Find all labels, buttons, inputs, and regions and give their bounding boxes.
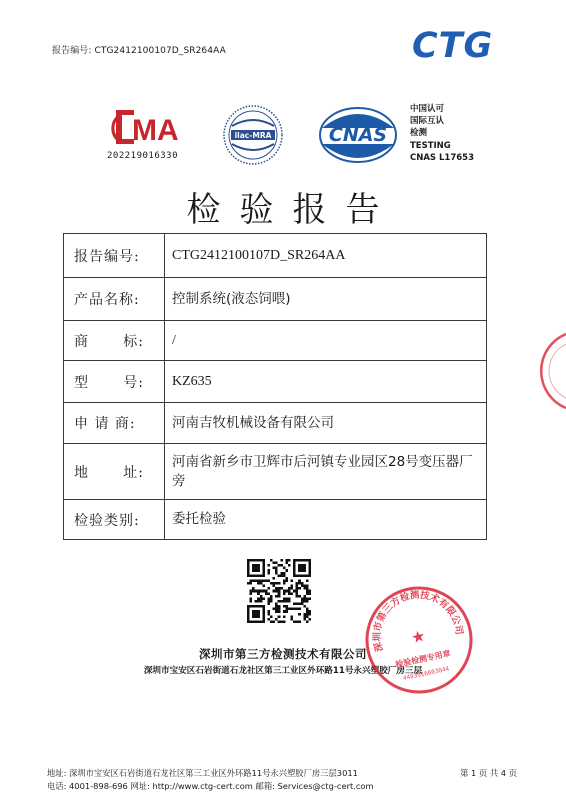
field-label: 型 号:: [64, 361, 165, 403]
cnas-accreditation-text: 中国认可 国际互认 检测 TESTING CNAS L17653: [410, 104, 474, 163]
table-row: [64, 234, 487, 278]
company-name: 深圳市第三方检测技术有限公司: [199, 647, 367, 661]
field-value: /: [165, 321, 487, 361]
field-label: 商 标:: [64, 321, 165, 361]
field-value: 河南吉牧机械设备有限公司: [165, 403, 487, 444]
cnas-logo: [318, 106, 398, 164]
footer-contact: 电话: 4001-898-696 网址: http://www.ctg-cert.com 邮箱: Services@ctg-cert.com: [47, 781, 374, 791]
field-label: 申 请 商:: [64, 403, 165, 444]
field-value: CTG2412100107D_SR264AA: [165, 234, 487, 278]
company-address: 深圳市宝安区石岩街道石龙社区第三工业区外环路11号永兴塑胶厂房三层: [143, 666, 423, 676]
table-row: [64, 500, 487, 540]
table-row: [64, 361, 487, 403]
field-label: 检验类别:: [64, 500, 165, 540]
report-number-header: 报告编号: CTG2412100107D_SR264AA: [52, 46, 226, 56]
partial-seal-stamp: [537, 330, 566, 412]
field-value: 控制系统(液态饲喂): [165, 278, 487, 321]
report-info-table: [63, 233, 487, 540]
footer-address: 地址: 深圳市宝安区石岩街道石龙社区第三工业区外环路11号永兴塑胶厂房三层3011: [47, 768, 358, 778]
official-seal-stamp: [363, 584, 475, 696]
field-label: 地 址:: [64, 444, 165, 500]
field-label: 产品名称:: [64, 278, 165, 321]
table-row: [64, 321, 487, 361]
page-indicator: 第 1 页 共 4 页: [460, 768, 517, 778]
qr-code: [247, 559, 311, 623]
seal-text: 深圳市第三方检测技术有限公司: [372, 589, 465, 653]
seal-star-icon: ★: [409, 625, 428, 648]
field-value: KZ635: [165, 361, 487, 403]
ctg-logo: CTG: [412, 26, 494, 66]
cma-logo-text: MA: [132, 114, 179, 147]
ilac-mra-logo: [222, 104, 284, 166]
cnas-logo-text: CNAS: [328, 124, 388, 146]
field-label: 报告编号:: [64, 234, 165, 278]
table-row: [64, 444, 487, 500]
table-row: [64, 278, 487, 321]
seal-sub-text: 检验检测专用章: [394, 648, 452, 670]
field-value: 河南省新乡市卫辉市后河镇专业园区28号变压器厂旁: [165, 444, 487, 500]
table-row: [64, 403, 487, 444]
page-footer: [47, 767, 517, 793]
seal-number-text: 4403916603044: [402, 665, 450, 683]
ilac-mra-text: ilac-MRA: [234, 131, 272, 140]
field-value: 委托检验: [165, 500, 487, 540]
cma-number: 202219016330: [107, 151, 179, 161]
document-title: 检验报告: [186, 190, 399, 230]
